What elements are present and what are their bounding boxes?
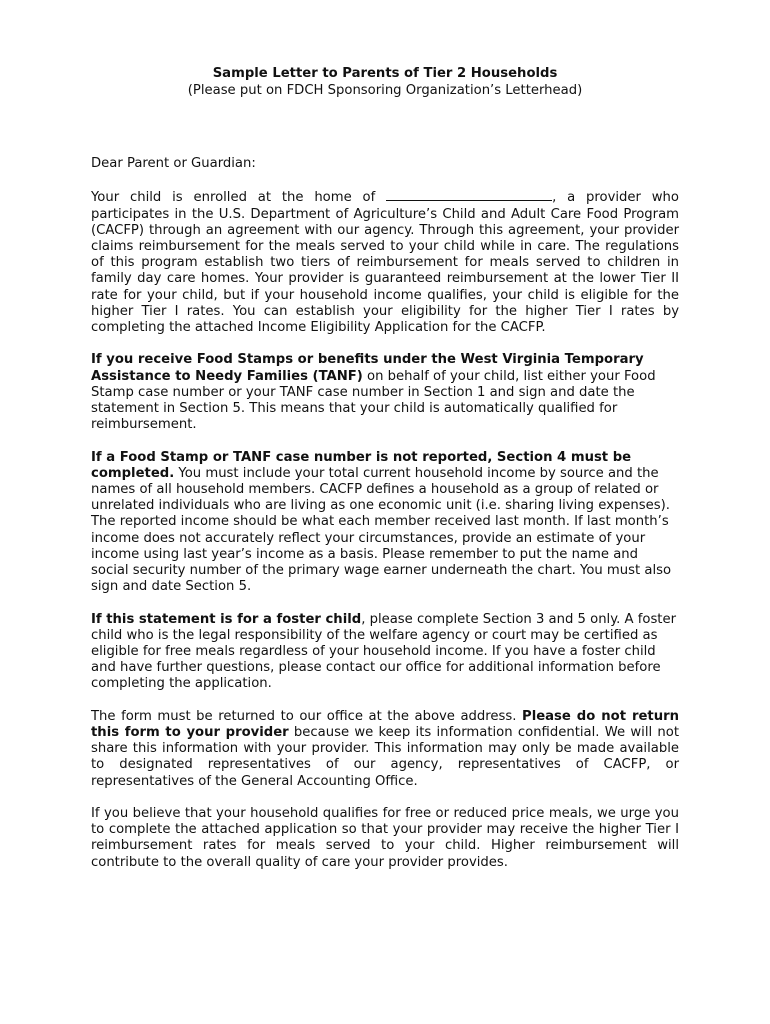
paragraph-enrollment-lead: Your child is enrolled at the home of [91,190,376,206]
paragraph-return-form-bold: Please do not return this form to your provider [91,708,679,741]
paragraph-food-stamps-rest: on behalf of your child, list either your Food Stamp case number or your TANF case number in Section 1 and sign and date the statement in Section 5. This means that your child is automatically qualified for reimbursement. [91,368,656,433]
paragraph-return-form-rest: because we keep its information confidential. We will not share this information with your provider. This information may only be made available to designated representatives of our agency, representatives of CACFP, or representatives of the General Accounting Office. [91,725,680,789]
provider-name-blank [386,188,552,201]
letter-subtitle: (Please put on FDCH Sponsoring Organization’s Letterhead) [187,83,583,98]
letter-title: Sample Letter to Parents of Tier 2 Households [212,66,558,81]
paragraph-food-stamps-bold: If you receive Food Stamps or benefits under the West Virginia Temporary Assistance to Needy Families (TANF) [91,352,644,384]
paragraph-enrollment [91,188,679,336]
paragraph-section-4 [91,450,679,596]
paragraph-return-form [91,709,679,790]
letter-header [91,0,679,99]
paragraph-enrollment-rest: , a provider who participates in the U.S. Department of Agriculture’s Child and Adult Care Food Program (CACFP) through an agreement with our agency. Through this agreement, your provider claims reimbursement for the meals served to your child while in care. The regulations of this program establish two tiers of reimbursement for meals served to children in family day care homes. Your provider is guaranteed reimbursement at the lower Tier II rate for your child, but if your household income qualifies, your child is eligible for the higher Tier I rates. You can establish your eligibility for the higher Tier I rates by completing the attached Income Eligibility Application for the CACFP. [91,190,679,336]
salutation: Dear Parent or Guardian: [91,156,256,171]
paragraph-food-stamps [91,352,679,433]
paragraph-closing: If you believe that your household qualifies for free or reduced price meals, we urge you to complete the attached application so that your provider may receive the higher Tier I reimbursement rates for meals served to your child. Higher reimbursement will contribute to the overall quality of care your provider provides. [91,806,679,870]
paragraph-return-form-lead: The form must be returned to our office at the above address. [91,708,523,724]
paragraph-section-4-rest: You must include your total current household income by source and the names of all household members. CACFP defines a household as a group of related or unrelated individuals who are living as one economic unit (i.e. sharing living expenses). The reported income should be what each member received last month. If last month’s income does not accurately reflect your circumstances, provide an estimate of your income using last year’s income as a basis. Please remember to put the name and social security number of the primary wage earner underneath the chart. You must also sign and date Section 5. [91,465,672,595]
paragraph-foster-child [91,612,679,693]
paragraph-foster-child-rest: , please complete Section 3 and 5 only. A foster child who is the legal responsibility of the welfare agency or court may be certified as eligible for free meals regardless of your household income. If you have a foster child and have further questions, please contact our office for additional information before completing the application. [91,611,677,692]
paragraph-foster-child-bold: If this statement is for a foster child [91,611,362,627]
paragraph-section-4-bold: If a Food Stamp or TANF case number is not reported, Section 4 must be completed. [91,449,632,481]
